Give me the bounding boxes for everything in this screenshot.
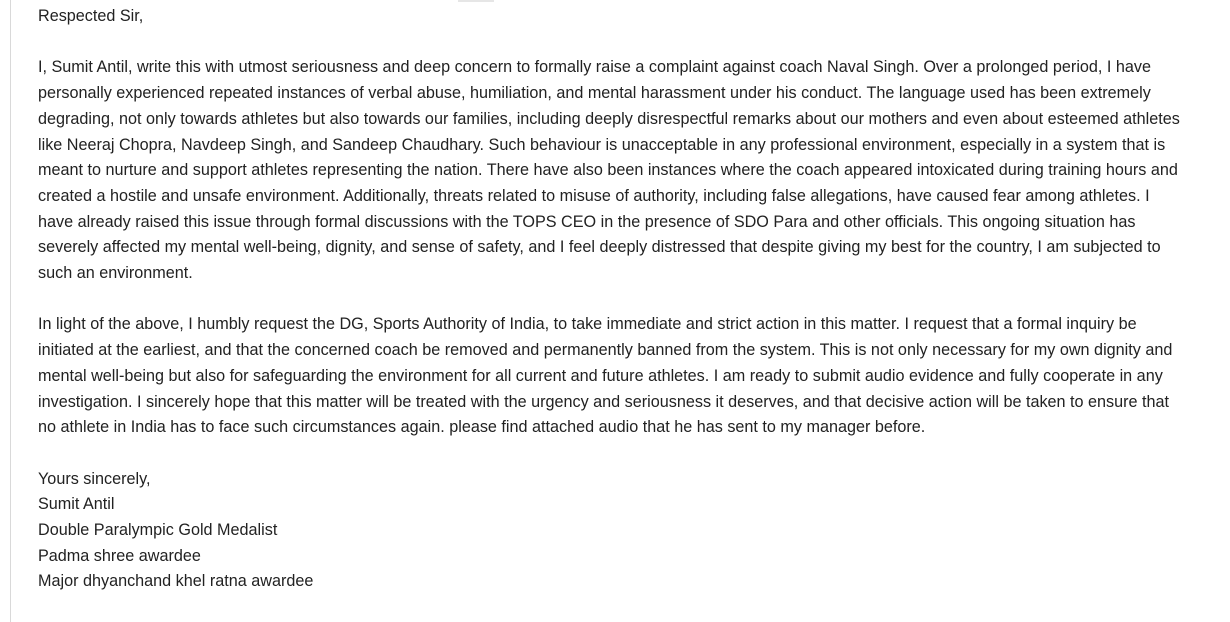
greeting: Respected Sir, [38,7,144,25]
letter-body [38,4,1188,595]
top-divider-mark [458,0,494,2]
signer-title-3: Major dhyanchand khel ratna awardee [38,572,314,591]
closing-line: Yours sincerely, [38,469,151,488]
signature-block [38,467,1188,596]
signer-name: Sumit Antil [38,495,115,514]
request-paragraph: In light of the above, I humbly request the DG, Sports Authority of India, to take immediate and strict action in this matter. I request that a formal inquiry be initiated at the earliest, and that the concerned coach be removed and permanently banned from the system. This is not only necessary for my own dignity and mental well-being but also for safeguarding the environment for all current and future athletes. I am ready to submit audio evidence and fully cooperate in any investigation. I sincerely hope that this matter will be treated with the urgency and seriousness it deserves, and that decisive action will be taken to ensure that no athlete in India has to face such circumstances again. please find attached audio that he has sent to my manager before. [38,315,1173,437]
complaint-paragraph: I, Sumit Antil, write this with utmost seriousness and deep concern to formally raise a complaint against coach Naval Singh. Over a prolonged period, I have personally experienced repeated instances of verbal abuse, humiliation, and mental harassment under his conduct. The language used has been extremely degrading, not only towards athletes but also towards our families, including deeply disrespectful remarks about our mothers and even about esteemed athletes like Neeraj Chopra, Navdeep Singh, and Sandeep Chaudhary. Such behaviour is unacceptable in any professional environment, especially in a system that is meant to nurture and support athletes representing the nation. There have also been instances where the coach appeared intoxicated during training hours and created a hostile and unsafe environment. Additionally, threats related to misuse of authority, including false allegations, have caused fear among athletes. I have already raised this issue through formal discussions with the TOPS CEO in the presence of SDO Para and other officials. This ongoing situation has severely affected my mental well-being, dignity, and sense of safety, and I feel deeply distressed that despite giving my best for the country, I am subjected to such an environment. [38,58,1180,283]
quote-border [10,0,11,622]
signer-title-1: Double Paralympic Gold Medalist [38,521,278,540]
signer-title-2: Padma shree awardee [38,546,201,565]
